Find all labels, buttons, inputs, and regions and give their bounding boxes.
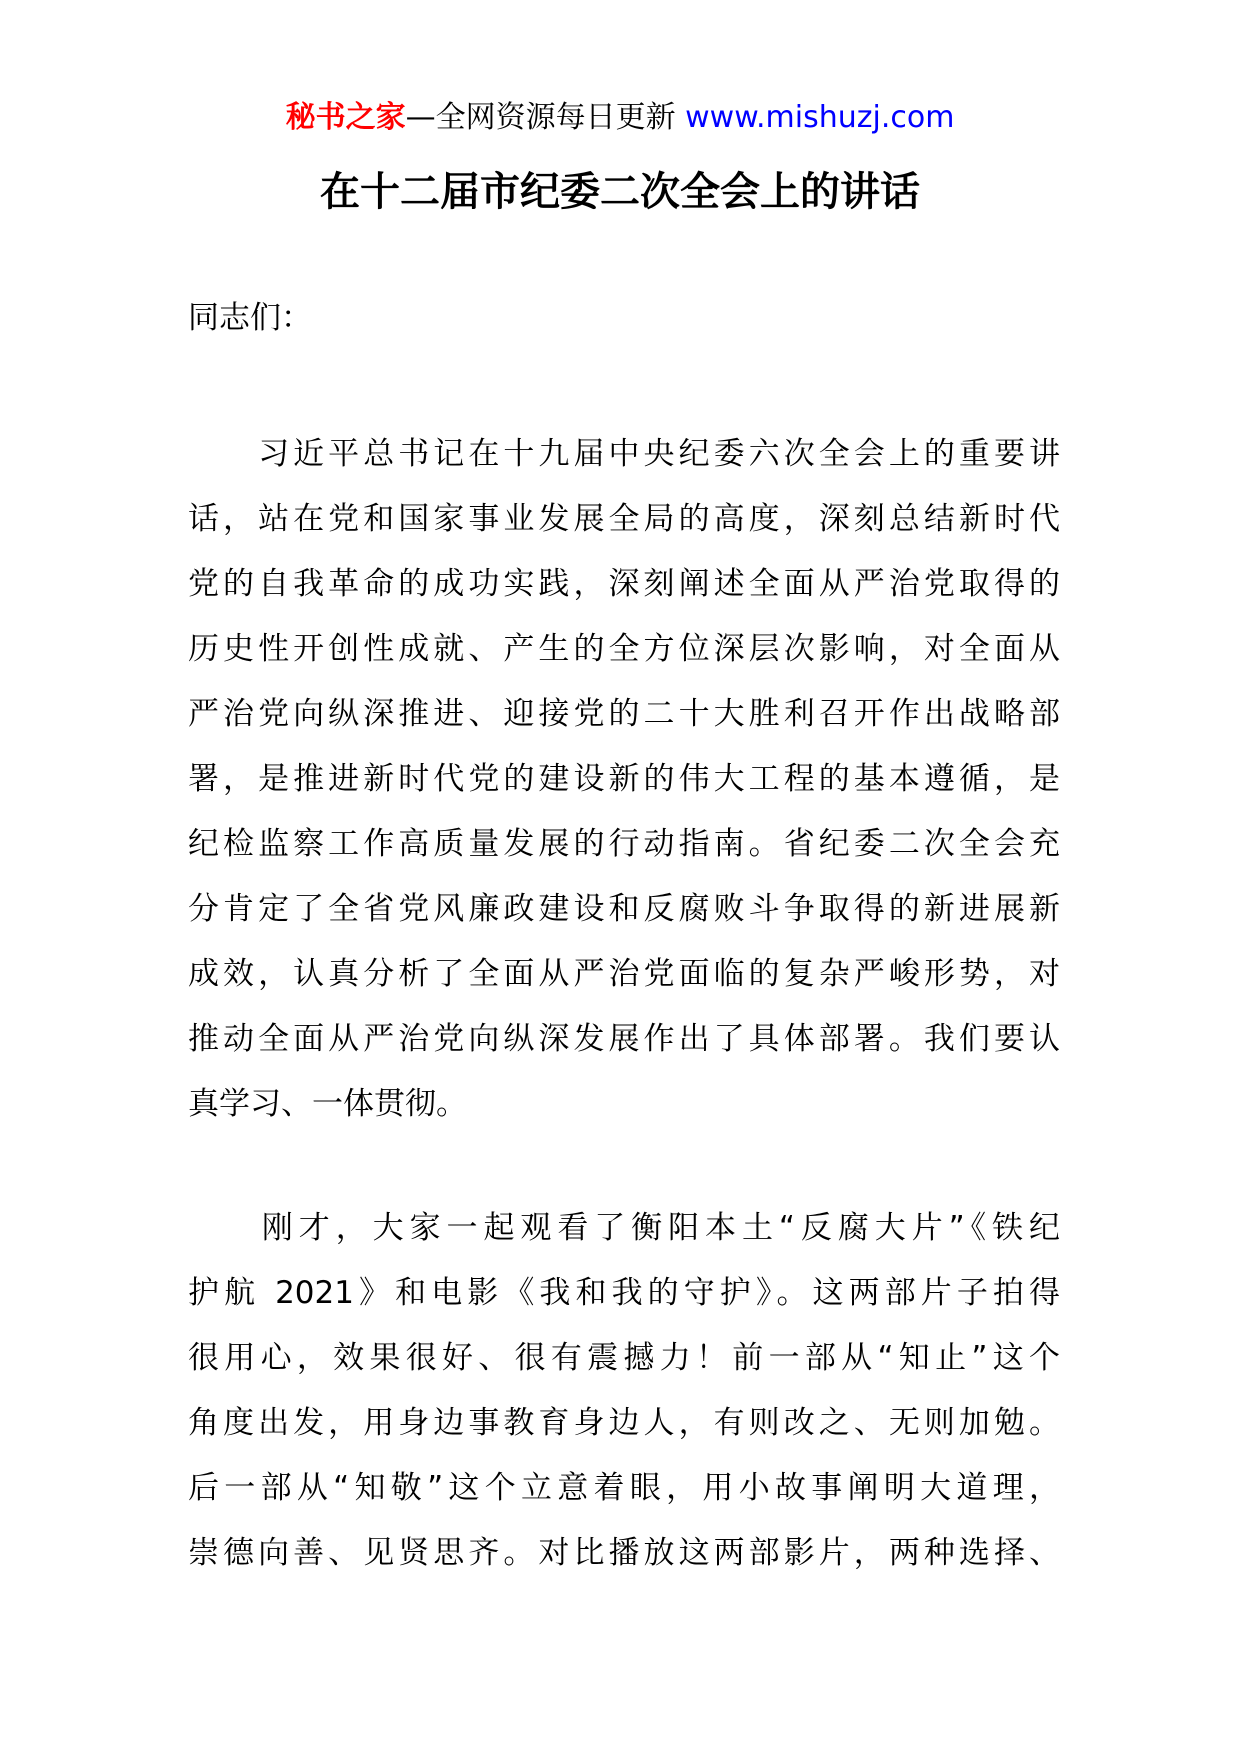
paragraph-line: 署，是推进新时代党的建设新的伟大工程的基本遵循，是 <box>188 761 1060 797</box>
paragraph-line: 刚才，大家一起观看了衡阳本土“反腐大片”《铁纪 <box>188 1210 1060 1246</box>
paragraph-line: 历史性开创性成就、产生的全方位深层次影响，对全面从 <box>188 631 1060 667</box>
paragraph-2 <box>188 1196 1060 1586</box>
site-header <box>0 98 1240 138</box>
paragraph-line: 党的自我革命的成功实践，深刻阐述全面从严治党取得的 <box>188 566 1060 602</box>
paragraph-line: 纪检监察工作高质量发展的行动指南。省纪委二次全会充 <box>188 826 1060 862</box>
paragraph-line: 习近平总书记在十九届中央纪委六次全会上的重要讲 <box>188 436 1060 472</box>
paragraph-line: 护航 2021》和电影《我和我的守护》。这两部片子拍得 <box>188 1275 1060 1311</box>
paragraph-line: 崇德向善、见贤思齐。对比播放这两部影片，两种选择、 <box>188 1535 1060 1571</box>
paragraph-line: 后一部从“知敬”这个立意着眼，用小故事阐明大道理， <box>188 1470 1060 1506</box>
site-url-link[interactable]: www.mishuzj.com <box>685 100 955 135</box>
salutation: 同志们： <box>188 300 312 336</box>
paragraph-line: 推动全面从严治党向纵深发展作出了具体部署。我们要认 <box>188 1021 1060 1057</box>
paragraph-line: 真学习、一体贯彻。 <box>188 1086 467 1122</box>
paragraph-line: 角度出发，用身边事教育身边人，有则改之、无则加勉。 <box>188 1405 1060 1441</box>
paragraph-line: 分肯定了全省党风廉政建设和反腐败斗争取得的新进展新 <box>188 891 1060 927</box>
paragraph-line: 很用心，效果很好、很有震撼力！前一部从“知止”这个 <box>188 1340 1060 1376</box>
paragraph-line: 严治党向纵深推进、迎接党的二十大胜利召开作出战略部 <box>188 696 1060 732</box>
header-slogan: —全网资源每日更新 <box>405 100 686 135</box>
document-title: 在十二届市纪委二次全会上的讲话 <box>320 169 920 215</box>
paragraph-1 <box>188 422 1060 1137</box>
brand-name: 秘书之家 <box>285 100 406 135</box>
paragraph-line: 成效，认真分析了全面从严治党面临的复杂严峻形势，对 <box>188 956 1060 992</box>
paragraph-line: 话，站在党和国家事业发展全局的高度，深刻总结新时代 <box>188 501 1060 537</box>
